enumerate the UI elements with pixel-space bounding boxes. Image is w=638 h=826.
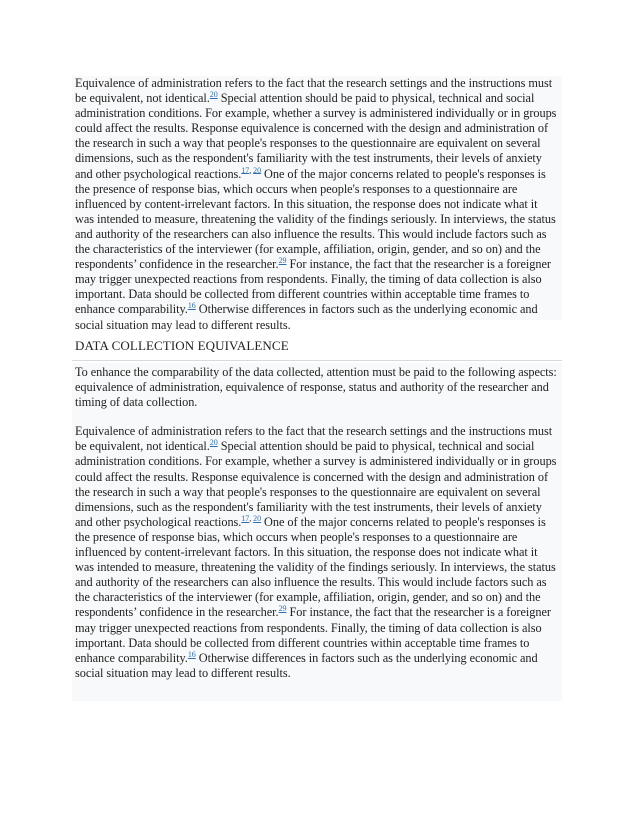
citation-link[interactable]: 16 — [187, 649, 196, 659]
citation-link[interactable]: 20 — [209, 90, 218, 99]
citation-ref[interactable] — [188, 650, 196, 659]
citation-separator: , — [249, 513, 254, 523]
sentence: One of the major concerns related to people's responses is the presence of response bias, which occurs when people's responses to a questionnaire are influenced by content-irrelevant factors. In this situation, the response does not indicate what it was intended to measure, threatening the validity of the findings seriously. In interviews, the status and authority of the researchers can also influence the results. This would include factors such as the characteristics of the interviewer (for example, affiliation, origin, gender, and so on) and the respondents’ confidence in the researcher. — [75, 166, 556, 272]
paragraph-administration-1 — [75, 76, 559, 333]
citation-ref[interactable] — [210, 438, 218, 447]
citation-link[interactable]: 20 — [253, 513, 262, 523]
text-block-1 — [72, 76, 562, 332]
citation-link[interactable]: 16 — [187, 301, 196, 311]
citation-separator: , — [249, 165, 254, 175]
intro-paragraph: To enhance the comparability of the data collected, attention must be paid to the following aspects: equivalence of administration, equivalence of response, status and authority of the researcher and timing of data collection. — [75, 365, 557, 410]
citation-link[interactable]: 17 — [241, 165, 250, 175]
sentence: For instance, the fact that the researcher is a foreigner may trigger unexpected reactions from respondents. Finally, the timing of data collection is also important. Data should be collected from different countries within acceptable time frames to enhance comparability. — [75, 605, 551, 665]
paragraph-administration-2 — [75, 424, 559, 681]
sentence: Otherwise differences in factors such as the underlying economic and social situation may lead to different results. — [75, 650, 538, 680]
sentence: For instance, the fact that the researcher is a foreigner may trigger unexpected reactions from respondents. Finally, the timing of data collection is also important. Data should be collected from different countries within acceptable time frames to enhance comparability. — [75, 257, 551, 317]
citation-link[interactable]: 29 — [278, 604, 287, 614]
sentence: Equivalence of administration refers to the fact that the research settings and the instructions must be equivalent, not identical. — [75, 424, 553, 454]
sentence: One of the major concerns related to people's responses is the presence of response bias, which occurs when people's responses to a questionnaire are influenced by content-irrelevant factors. In this situation, the response does not indicate what it was intended to measure, threatening the validity of the findings seriously. In interviews, the status and authority of the researchers can also influence the results. This would include factors such as the characteristics of the interviewer (for example, affiliation, origin, gender, and so on) and the respondents’ confidence in the researcher. — [75, 514, 556, 620]
citation-ref[interactable] — [241, 165, 261, 174]
citation-link[interactable]: 17 — [241, 513, 250, 523]
citation-ref[interactable] — [188, 301, 196, 310]
section-heading: DATA COLLECTION EQUIVALENCE — [75, 338, 289, 353]
text-block-2 — [72, 363, 562, 701]
sentence: Otherwise differences in factors such as the underlying economic and social situation may lead to different results. — [75, 302, 538, 332]
sentence: Special attention should be paid to physical, technical and social administration conditions. For example, whether a survey is administered individually or in groups could affect the results. Response equivalence is concerned with the design and administration of the research in such a way that people's responses to the questionnaire are equivalent on several dimensions, such as the respondent's familiarity with the test instruments, their levels of anxiety and other psychological reactions. — [75, 439, 557, 529]
sentence: Equivalence of administration refers to the fact that the research settings and the instructions must be equivalent, not identical. — [75, 76, 553, 106]
citation-link[interactable]: 20 — [253, 165, 262, 175]
section-heading-container — [72, 337, 562, 361]
citation-ref[interactable] — [241, 514, 261, 523]
citation-ref[interactable] — [210, 90, 218, 99]
citation-link[interactable]: 20 — [209, 438, 218, 448]
sentence: Special attention should be paid to physical, technical and social administration conditions. For example, whether a survey is administered individually or in groups could affect the results. Response equivalence is concerned with the design and administration of the research in such a way that people's responses to the questionnaire are equivalent on several dimensions, such as the respondent's familiarity with the test instruments, their levels of anxiety and other psychological reactions. — [75, 91, 557, 181]
citation-link[interactable]: 29 — [278, 256, 287, 266]
